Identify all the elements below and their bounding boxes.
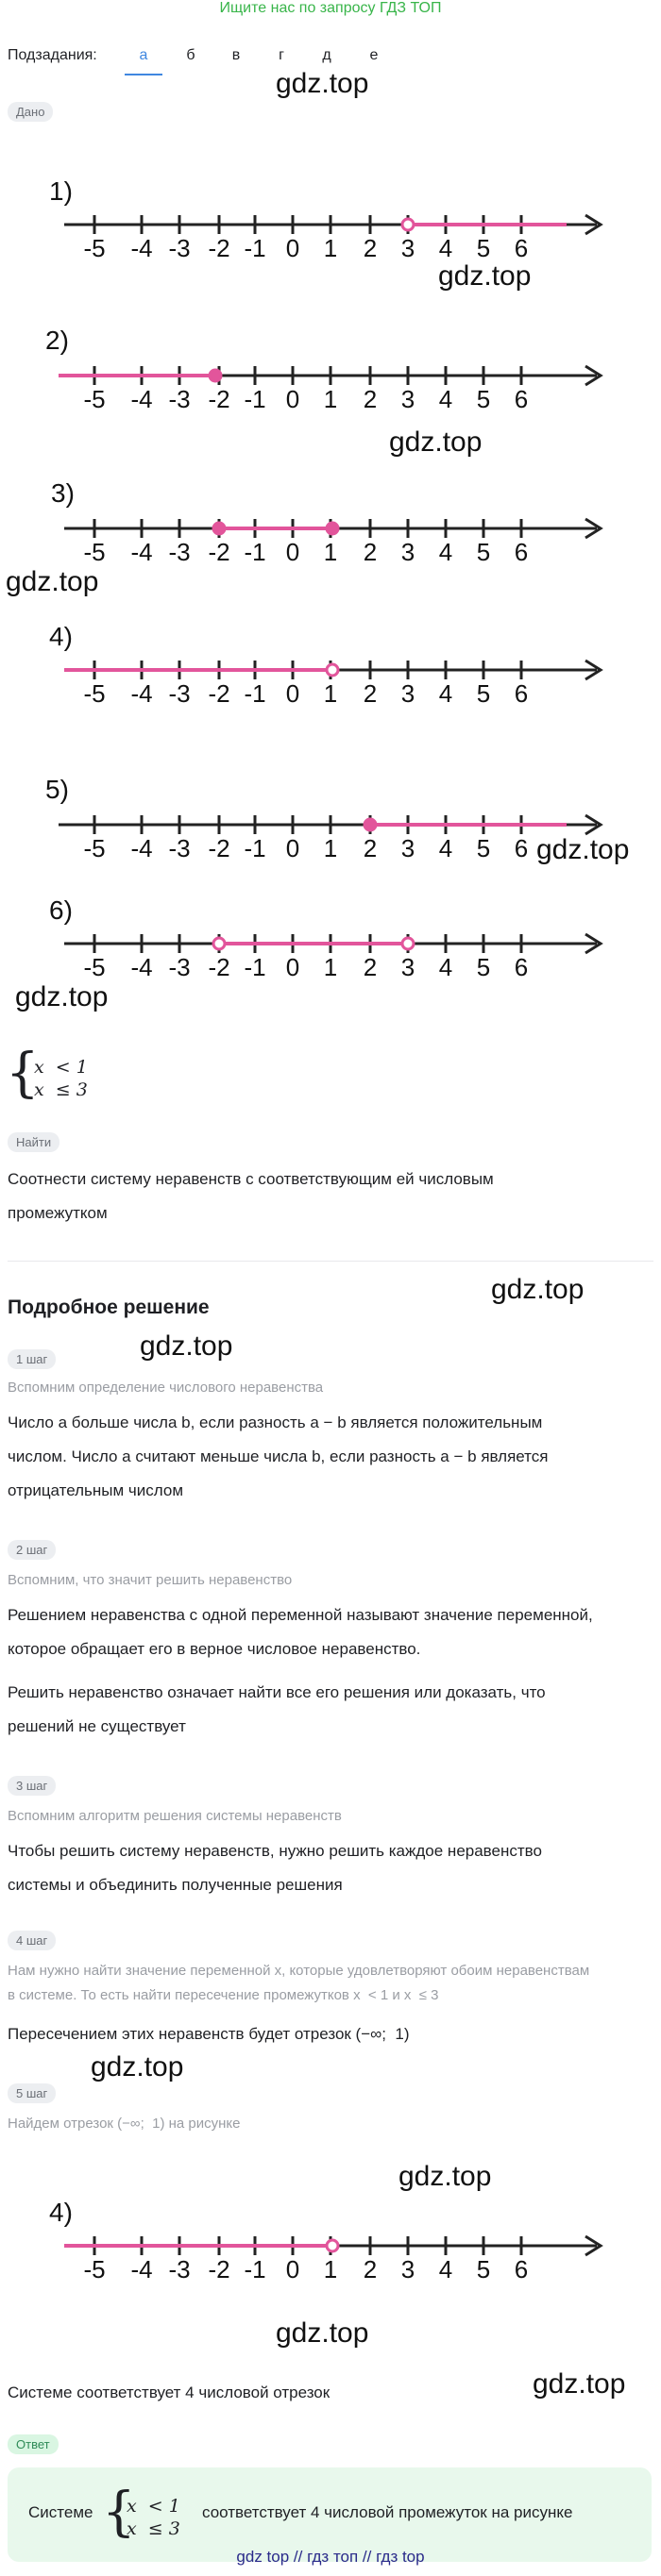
tick-label: 2 bbox=[363, 834, 378, 862]
tab-v[interactable]: в bbox=[231, 47, 241, 63]
tab-g[interactable]: г bbox=[279, 47, 284, 63]
open-point bbox=[327, 2240, 338, 2251]
tick-label: 5 bbox=[476, 538, 491, 566]
watermark: gdz.top bbox=[276, 68, 369, 99]
tick-label: -5 bbox=[83, 385, 106, 413]
tick-label: -1 bbox=[244, 234, 266, 262]
open-point bbox=[402, 219, 414, 230]
tick-label: 3 bbox=[400, 679, 415, 708]
tick-label: -1 bbox=[244, 2255, 266, 2283]
tick-label: -1 bbox=[244, 538, 266, 566]
promo-banner[interactable]: Ищите нас по запросу ГДЗ ТОП bbox=[219, 0, 442, 16]
tick-label: 1 bbox=[323, 2255, 338, 2283]
tick-label: 2 bbox=[363, 2255, 378, 2283]
watermark: gdz.top bbox=[398, 2161, 492, 2192]
tick-label: -4 bbox=[130, 834, 153, 862]
answer-system-brace: { bbox=[102, 2482, 136, 2543]
step-3-hint: Вспомним алгоритм решения системы неравенств bbox=[8, 1808, 342, 1824]
tick-label: 4 bbox=[438, 679, 453, 708]
tick-label: 1 bbox=[323, 385, 338, 413]
tick-label: 6 bbox=[514, 2255, 529, 2283]
tick-label: -2 bbox=[208, 834, 230, 862]
closed-point bbox=[210, 370, 221, 381]
tick-label: 3 bbox=[400, 953, 415, 981]
watermark: gdz.top bbox=[533, 2368, 626, 2400]
tick-label: -2 bbox=[208, 679, 230, 708]
tab-a[interactable]: а bbox=[139, 47, 148, 63]
tick-label: -3 bbox=[168, 679, 191, 708]
tick-label: -1 bbox=[244, 679, 266, 708]
answer-suffix: соответствует 4 числовой промежуток на рисунке bbox=[202, 2503, 573, 2521]
tick-label: -3 bbox=[168, 2255, 191, 2283]
tick-label: 3 bbox=[400, 385, 415, 413]
tick-label: -5 bbox=[83, 538, 106, 566]
tick-label: 5 bbox=[476, 234, 491, 262]
step-1-pill: 1 шаг bbox=[8, 1349, 56, 1369]
divider bbox=[8, 1261, 653, 1262]
number-line-label: 5) bbox=[45, 775, 69, 804]
watermark: gdz.top bbox=[491, 1274, 585, 1305]
tick-label: -5 bbox=[83, 679, 106, 708]
tick-label: 6 bbox=[514, 234, 529, 262]
open-point bbox=[327, 664, 338, 676]
watermark: gdz.top bbox=[140, 1330, 233, 1362]
tick-label: -5 bbox=[83, 834, 106, 862]
number-lines-figure bbox=[0, 160, 661, 1010]
watermark: gdz.top bbox=[15, 981, 109, 1012]
tick-label: 2 bbox=[363, 679, 378, 708]
tick-label: 5 bbox=[476, 2255, 491, 2283]
step-1-text-2: числом. Число a считают меньше числа b, если разность a − b является bbox=[8, 1447, 549, 1465]
tick-label: 4 bbox=[438, 234, 453, 262]
system-brace: { bbox=[6, 1043, 40, 1104]
tick-label: 4 bbox=[438, 385, 453, 413]
tick-label: 1 bbox=[323, 834, 338, 862]
tick-label: -2 bbox=[208, 385, 230, 413]
step-2-text-3: Решить неравенство означает найти все его решения или доказать, что bbox=[8, 1683, 546, 1701]
tick-label: -4 bbox=[130, 538, 153, 566]
tick-label: -2 bbox=[208, 234, 230, 262]
tick-label: 4 bbox=[438, 953, 453, 981]
tick-label: 1 bbox=[323, 234, 338, 262]
tick-label: 3 bbox=[400, 234, 415, 262]
tick-label: -2 bbox=[208, 2255, 230, 2283]
number-line-label: 2) bbox=[45, 326, 69, 355]
tick-label: -4 bbox=[130, 953, 153, 981]
number-line-label: 1) bbox=[49, 176, 73, 206]
step-2-hint: Вспомним, что значит решить неравенство bbox=[8, 1572, 293, 1588]
tick-label: -4 bbox=[130, 679, 153, 708]
tick-label: -3 bbox=[168, 385, 191, 413]
step-2-text-1: Решением неравенства с одной переменной называют значение переменной, bbox=[8, 1606, 593, 1624]
watermark: gdz.top bbox=[276, 2317, 369, 2349]
step-5-text-1: Системе соответствует 4 числовой отрезок bbox=[8, 2384, 330, 2401]
tick-label: 4 bbox=[438, 538, 453, 566]
tab-e[interactable]: е bbox=[369, 47, 379, 63]
step-4-pill: 4 шаг bbox=[8, 1931, 56, 1950]
answer-system-line-2: x ≤ 3 bbox=[127, 2518, 180, 2539]
tab-b[interactable]: б bbox=[186, 47, 195, 63]
tick-label: 6 bbox=[514, 953, 529, 981]
tick-label: 1 bbox=[323, 953, 338, 981]
tick-label: -3 bbox=[168, 234, 191, 262]
tick-label: -5 bbox=[83, 234, 106, 262]
tick-label: 3 bbox=[400, 2255, 415, 2283]
tick-label: 0 bbox=[285, 679, 300, 708]
watermark: gdz.top bbox=[6, 566, 99, 597]
find-text-line-2: промежутком bbox=[8, 1204, 108, 1222]
tick-label: 1 bbox=[323, 538, 338, 566]
number-line-label: 3) bbox=[51, 478, 75, 508]
tick-label: 0 bbox=[285, 538, 300, 566]
answer-system-line-1: x < 1 bbox=[127, 2496, 180, 2517]
closed-point bbox=[327, 523, 338, 534]
tick-label: 6 bbox=[514, 679, 529, 708]
step-3-pill: 3 шаг bbox=[8, 1776, 56, 1796]
tick-label: 0 bbox=[285, 2255, 300, 2283]
tick-label: -3 bbox=[168, 834, 191, 862]
tick-label: 3 bbox=[400, 538, 415, 566]
tick-label: 0 bbox=[285, 234, 300, 262]
number-line-label: 6) bbox=[49, 895, 73, 925]
open-point bbox=[402, 938, 414, 949]
tick-label: 6 bbox=[514, 385, 529, 413]
given-pill: Дано bbox=[8, 102, 53, 122]
solution-number-line bbox=[0, 2180, 661, 2283]
number-line-label: 4) bbox=[49, 622, 73, 651]
tick-label: -5 bbox=[83, 953, 106, 981]
tick-label: 0 bbox=[285, 385, 300, 413]
number-line-1 bbox=[49, 176, 601, 262]
watermark: gdz.top bbox=[438, 260, 532, 292]
system-line-2: x ≤ 3 bbox=[34, 1079, 88, 1100]
tick-label: 1 bbox=[323, 679, 338, 708]
tick-label: -3 bbox=[168, 538, 191, 566]
step-2-text-2: которое обращает его в верное числовое неравенство. bbox=[8, 1640, 421, 1658]
tick-label: -1 bbox=[244, 953, 266, 981]
step-3-text-2: системы и объединить полученные решения bbox=[8, 1876, 343, 1894]
number-line-2 bbox=[45, 326, 601, 413]
tick-label: -3 bbox=[168, 953, 191, 981]
tick-label: 6 bbox=[514, 538, 529, 566]
number-line-3 bbox=[51, 478, 601, 566]
answer-pill: Ответ bbox=[8, 2434, 59, 2454]
closed-point bbox=[364, 819, 376, 830]
active-tab-underline bbox=[125, 74, 162, 75]
solution-number-line-4 bbox=[49, 2198, 601, 2283]
step-5-pill: 5 шаг bbox=[8, 2083, 56, 2103]
closed-point bbox=[213, 523, 225, 534]
answer-prefix: Системе bbox=[28, 2503, 93, 2521]
system-line-1: x < 1 bbox=[34, 1057, 88, 1078]
find-text-line-1: Соотнести систему неравенств с соответствующим ей числовым bbox=[8, 1170, 494, 1188]
step-4-hint-2: в системе. То есть найти пересечение промежутков x < 1 и x ≤ 3 bbox=[8, 1987, 439, 2003]
step-3-text-1: Чтобы решить систему неравенств, нужно решить каждое неравенство bbox=[8, 1842, 542, 1860]
tick-label: 2 bbox=[363, 538, 378, 566]
tick-label: 0 bbox=[285, 953, 300, 981]
step-4-hint-1: Нам нужно найти значение переменной x, которые удовлетворяют обоим неравенствам bbox=[8, 1963, 590, 1979]
watermark: gdz.top bbox=[389, 427, 483, 458]
number-line-5 bbox=[45, 775, 601, 862]
tick-label: 4 bbox=[438, 834, 453, 862]
footer-links[interactable]: gdz top // гдз топ // гдз top bbox=[236, 2548, 425, 2566]
tick-label: 5 bbox=[476, 385, 491, 413]
watermark: gdz.top bbox=[536, 834, 630, 865]
tick-label: 4 bbox=[438, 2255, 453, 2283]
open-point bbox=[213, 938, 225, 949]
tab-d[interactable]: д bbox=[322, 47, 331, 63]
find-pill: Найти bbox=[8, 1132, 59, 1152]
number-line-4 bbox=[49, 622, 601, 708]
tick-label: -5 bbox=[83, 2255, 106, 2283]
solution-title: Подробное решение bbox=[8, 1296, 210, 1318]
step-2-pill: 2 шаг bbox=[8, 1540, 56, 1560]
tick-label: -2 bbox=[208, 953, 230, 981]
tick-label: -4 bbox=[130, 385, 153, 413]
tick-label: 3 bbox=[400, 834, 415, 862]
tick-label: -2 bbox=[208, 538, 230, 566]
tick-label: 0 bbox=[285, 834, 300, 862]
tick-label: 2 bbox=[363, 953, 378, 981]
tick-label: -1 bbox=[244, 834, 266, 862]
tick-label: 2 bbox=[363, 385, 378, 413]
number-line-label: 4) bbox=[49, 2198, 73, 2227]
tick-label: 6 bbox=[514, 834, 529, 862]
number-line-6 bbox=[49, 895, 601, 981]
tick-label: -4 bbox=[130, 234, 153, 262]
step-2-text-4: решений не существует bbox=[8, 1717, 186, 1735]
tick-label: 5 bbox=[476, 834, 491, 862]
step-1-text-3: отрицательным числом bbox=[8, 1481, 184, 1499]
tick-label: -1 bbox=[244, 385, 266, 413]
step-5-hint: Найдем отрезок (−∞; 1) на рисунке bbox=[8, 2116, 241, 2132]
step-4-text-1: Пересечением этих неравенств будет отрезок (−∞; 1) bbox=[8, 2025, 410, 2043]
tick-label: 5 bbox=[476, 953, 491, 981]
tick-label: 2 bbox=[363, 234, 378, 262]
tick-label: -4 bbox=[130, 2255, 153, 2283]
step-1-text-1: Число a больше числа b, если разность a − b является положительным bbox=[8, 1413, 543, 1431]
subtasks-label: Подзадания: bbox=[8, 47, 97, 63]
watermark: gdz.top bbox=[91, 2051, 184, 2083]
tick-label: 5 bbox=[476, 679, 491, 708]
step-1-hint: Вспомним определение числового неравенства bbox=[8, 1380, 324, 1396]
